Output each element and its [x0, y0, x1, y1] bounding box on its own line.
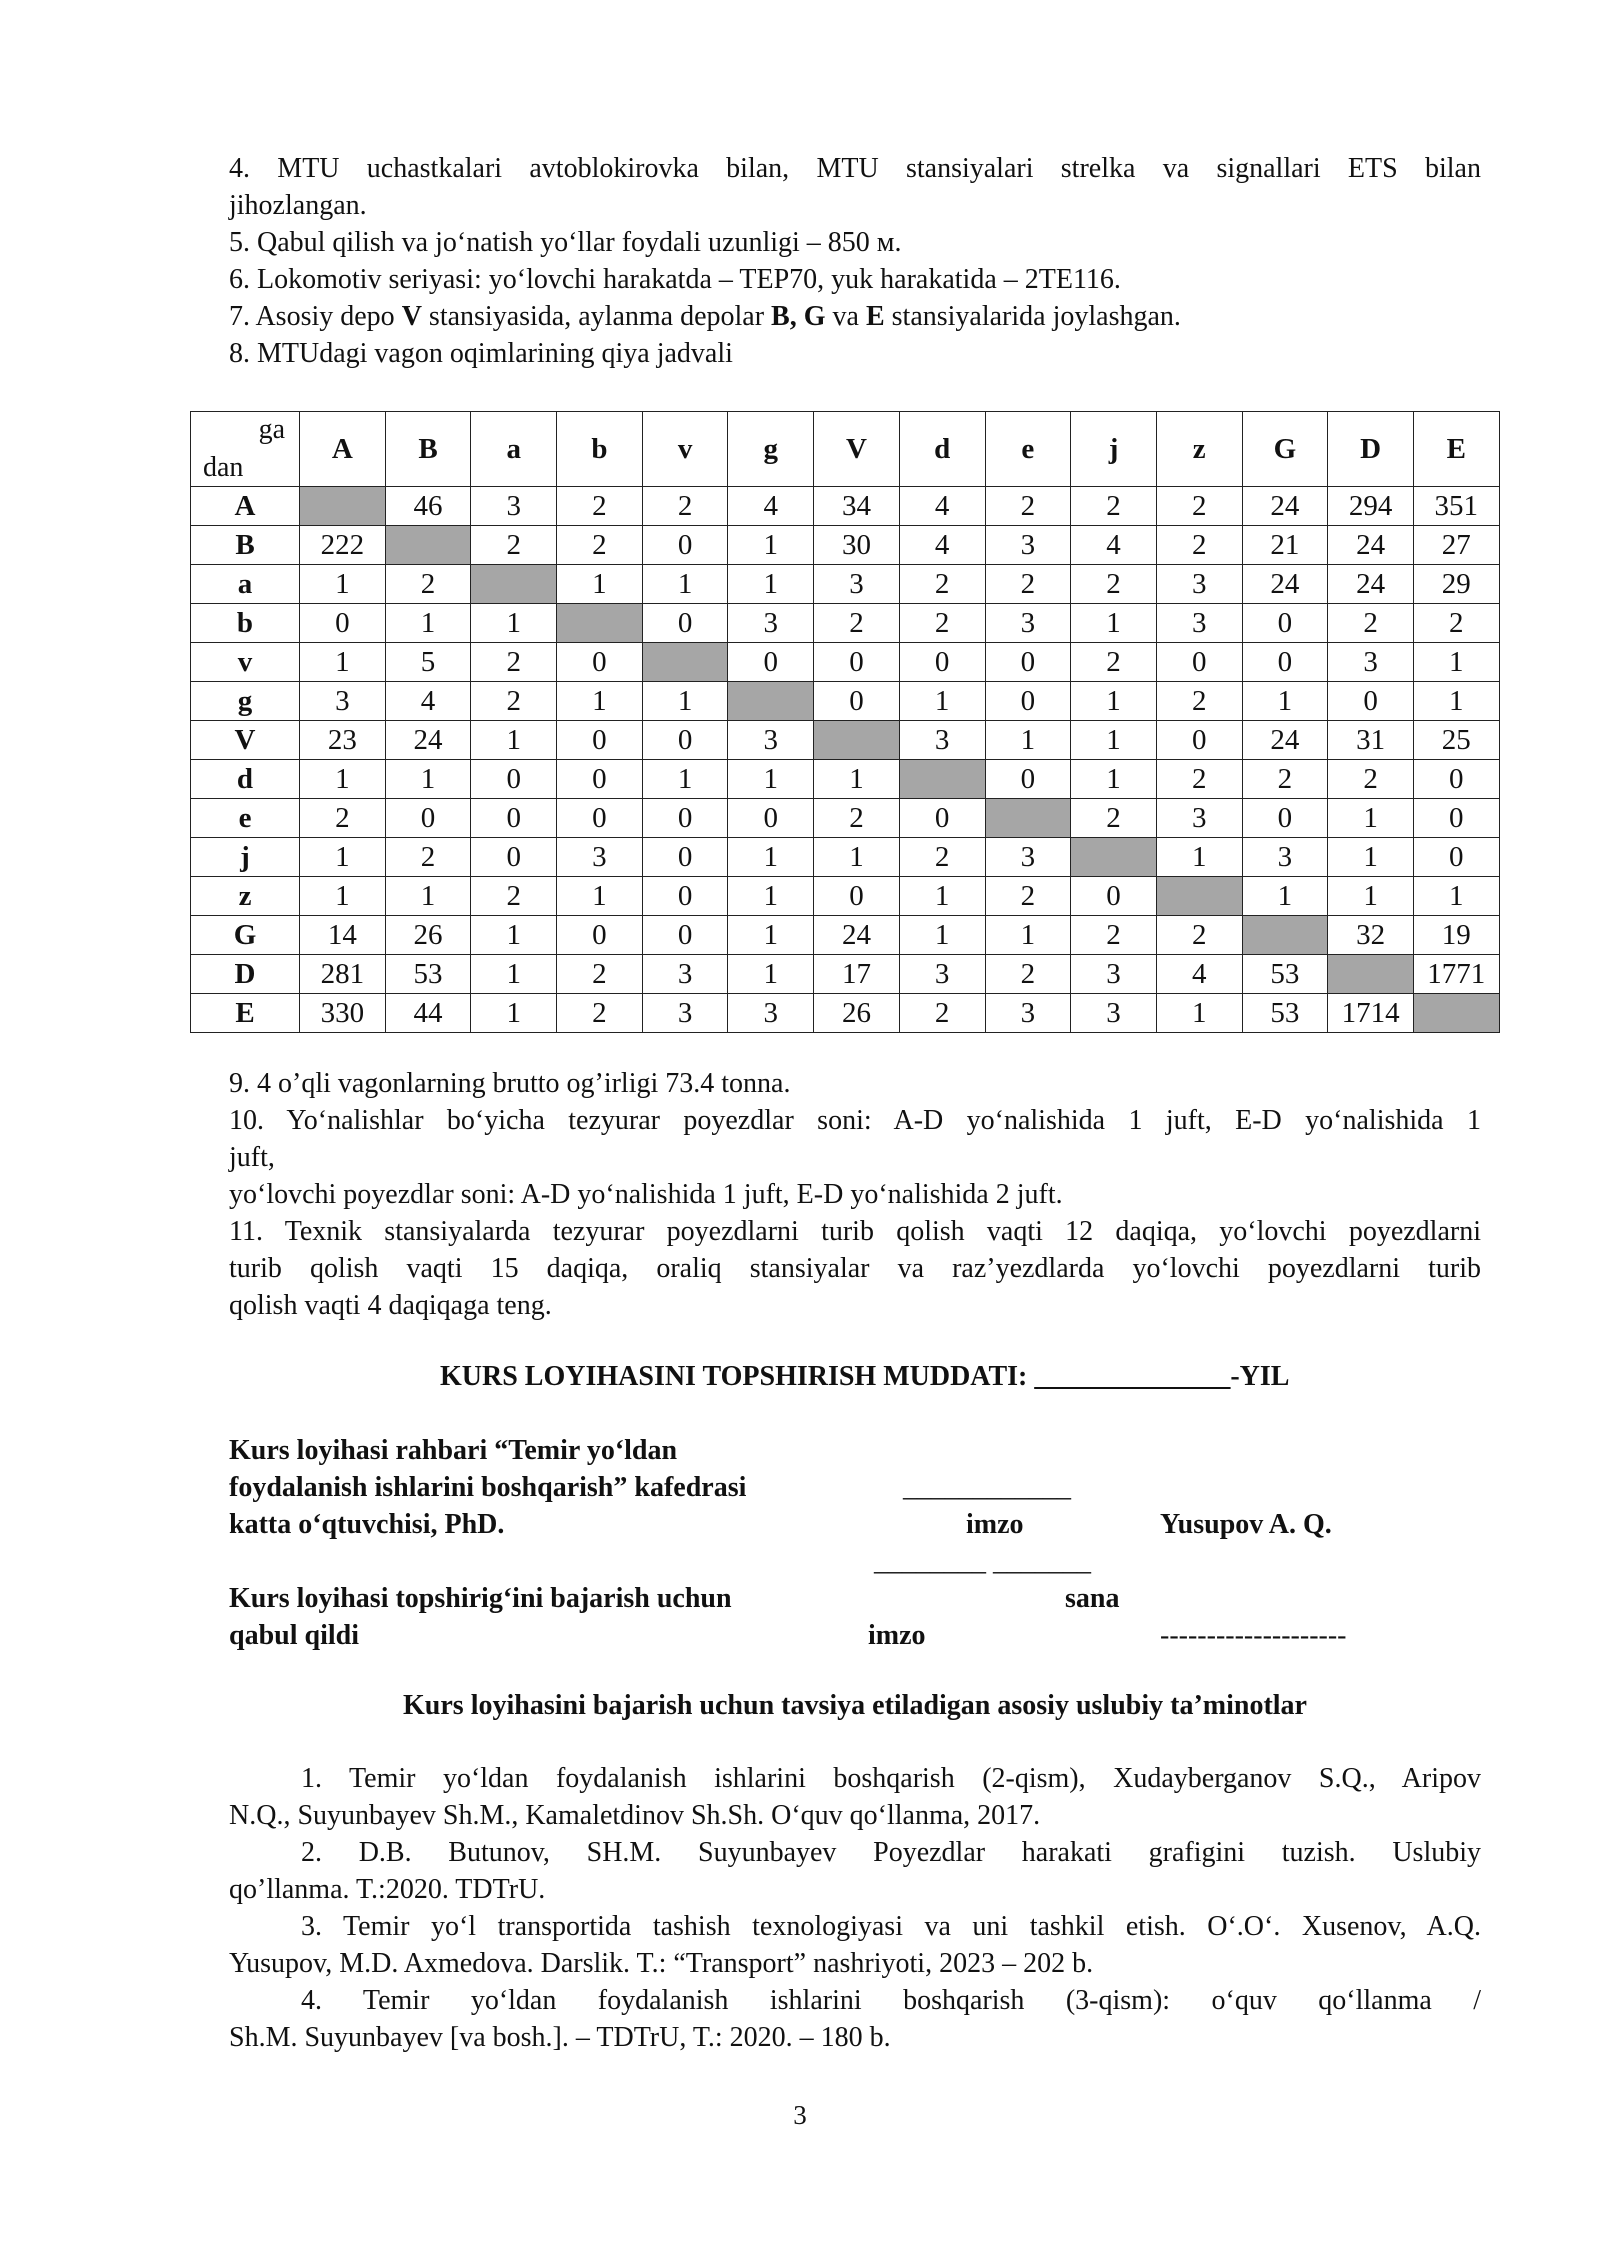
table-cell: 1 — [471, 604, 557, 643]
reference-1-line-1: 1. Temir yo‘ldan foydalanish ishlarini boshqarish (2-qism), Xudayberganov S.Q., Aripov — [301, 1763, 1481, 1794]
diagonal-cell — [557, 604, 643, 643]
reference-item-3 — [229, 1908, 1481, 1982]
table-cell: 24 — [1328, 526, 1414, 565]
table-row — [191, 526, 1500, 565]
table-cell: 3 — [985, 604, 1071, 643]
reference-2-line-2: qo’llanma. T.:2020. TDTrU. — [229, 1874, 546, 1905]
table-cell: 2 — [985, 487, 1071, 526]
diagonal-cell — [1071, 838, 1157, 877]
column-header: b — [557, 412, 643, 487]
deadline-line — [440, 1358, 1289, 1395]
table-cell: 24 — [1242, 487, 1328, 526]
supervisor-name: Yusupov A. Q. — [1160, 1509, 1332, 1540]
acceptance-date-label: sana — [1065, 1583, 1120, 1614]
table-row — [191, 955, 1500, 994]
table-cell: 1 — [557, 877, 643, 916]
table-cell: 2 — [557, 487, 643, 526]
table-cell: 24 — [814, 916, 900, 955]
table-cell: 1 — [985, 916, 1071, 955]
table-cell: 1 — [728, 955, 814, 994]
item-10-line-1: 10. Yo‘nalishlar bo‘yicha tezyurar poyezdlar soni: A-D yo‘nalishida 1 juft, E-D yo‘nalishida 1 — [229, 1105, 1481, 1136]
table-cell: 3 — [985, 526, 1071, 565]
diagonal-cell — [471, 565, 557, 604]
table-cell: 53 — [385, 955, 471, 994]
table-cell: 26 — [814, 994, 900, 1033]
table-cell: 0 — [471, 760, 557, 799]
table-cell: 17 — [814, 955, 900, 994]
table-cell: 3 — [300, 682, 386, 721]
table-cell: 21 — [1242, 526, 1328, 565]
column-header: e — [985, 412, 1071, 487]
table-cell: 2 — [985, 955, 1071, 994]
table-cell: 0 — [1413, 799, 1499, 838]
row-header: d — [191, 760, 300, 799]
supervisor-signature-label: imzo — [966, 1509, 1024, 1540]
item-6: 6. Lokomotiv seriyasi: yo‘lovchi harakatda – TEP70, yuk harakatida – 2TE116. — [229, 264, 1121, 295]
row-header: z — [191, 877, 300, 916]
table-cell: 0 — [1242, 604, 1328, 643]
table-cell: 19 — [1413, 916, 1499, 955]
table-cell: 0 — [557, 643, 643, 682]
reference-item-1 — [229, 1760, 1481, 1834]
table-row — [191, 994, 1500, 1033]
table-row — [191, 643, 1500, 682]
item-11-line-2: turib qolish vaqti 15 daqiqa, oraliq stansiyalar va raz’yezdlarda yo‘lovchi poyezdlarni turib — [229, 1253, 1481, 1284]
table-cell: 0 — [899, 799, 985, 838]
table-row — [191, 916, 1500, 955]
table-cell: 1 — [1242, 877, 1328, 916]
table-cell: 3 — [557, 838, 643, 877]
table-cell: 330 — [300, 994, 386, 1033]
table-cell: 1 — [728, 526, 814, 565]
item-5: 5. Qabul qilish va jo‘natish yo‘llar foydali uzunligi – 850 м. — [229, 227, 902, 258]
table-cell: 2 — [471, 526, 557, 565]
table-cell: 1 — [300, 760, 386, 799]
table-cell: 1 — [300, 838, 386, 877]
table-cell: 0 — [385, 799, 471, 838]
table-cell: 3 — [642, 994, 728, 1033]
table-cell: 0 — [557, 799, 643, 838]
item-7-text-d: stansiyalarida joylashgan. — [884, 301, 1181, 332]
table-cell: 1 — [1156, 838, 1242, 877]
table-cell: 0 — [814, 877, 900, 916]
table-cell: 24 — [1242, 565, 1328, 604]
table-cell: 0 — [642, 877, 728, 916]
table-cell: 1 — [1413, 877, 1499, 916]
table-cell: 2 — [385, 565, 471, 604]
column-header: G — [1242, 412, 1328, 487]
table-cell: 1 — [1242, 682, 1328, 721]
table-cell: 2 — [1328, 760, 1414, 799]
column-header: D — [1328, 412, 1414, 487]
table-cell: 2 — [985, 877, 1071, 916]
acceptance-line-2: qabul qildi — [229, 1620, 359, 1651]
column-header: j — [1071, 412, 1157, 487]
table-cell: 2 — [985, 565, 1071, 604]
table-cell: 3 — [1071, 955, 1157, 994]
column-header: v — [642, 412, 728, 487]
table-cell: 1 — [899, 916, 985, 955]
table-cell: 0 — [642, 526, 728, 565]
table-cell: 1 — [385, 877, 471, 916]
table-cell: 2 — [642, 487, 728, 526]
column-header: z — [1156, 412, 1242, 487]
reference-1-line-2: N.Q., Suyunbayev Sh.M., Kamaletdinov Sh.Sh. O‘quv qo‘llanma, 2017. — [229, 1800, 1041, 1831]
table-cell: 31 — [1328, 721, 1414, 760]
table-cell: 2 — [300, 799, 386, 838]
row-header: a — [191, 565, 300, 604]
reference-item-4 — [229, 1982, 1481, 2056]
table-cell: 2 — [1071, 565, 1157, 604]
acceptance-date-blank: ________ _______ — [874, 1546, 1091, 1577]
table-cell: 2 — [1156, 526, 1242, 565]
table-cell: 0 — [985, 682, 1071, 721]
table-cell: 1 — [814, 838, 900, 877]
table-cell: 0 — [1242, 643, 1328, 682]
item-7-text-c: va — [825, 301, 866, 332]
row-header: V — [191, 721, 300, 760]
table-cell: 25 — [1413, 721, 1499, 760]
table-cell: 0 — [1413, 760, 1499, 799]
table-cell: 4 — [385, 682, 471, 721]
table-cell: 0 — [814, 682, 900, 721]
table-cell: 2 — [1156, 682, 1242, 721]
table-cell: 2 — [899, 838, 985, 877]
table-row — [191, 604, 1500, 643]
table-cell: 3 — [1156, 799, 1242, 838]
table-body — [191, 487, 1500, 1033]
table-cell: 0 — [1156, 721, 1242, 760]
supervisor-line-3: katta o‘qtuvchisi, PhD. — [229, 1509, 505, 1540]
item-11-line-3: qolish vaqti 4 daqiqaga teng. — [229, 1290, 552, 1321]
table-cell: 0 — [471, 799, 557, 838]
table-cell: 3 — [985, 838, 1071, 877]
table-cell: 1 — [471, 916, 557, 955]
table-cell: 3 — [728, 994, 814, 1033]
row-header: v — [191, 643, 300, 682]
table-cell: 1 — [471, 721, 557, 760]
table-cell: 3 — [1328, 643, 1414, 682]
table-cell: 3 — [985, 994, 1071, 1033]
row-header: j — [191, 838, 300, 877]
row-header: G — [191, 916, 300, 955]
table-cell: 2 — [1413, 604, 1499, 643]
table-cell: 2 — [557, 994, 643, 1033]
row-header: g — [191, 682, 300, 721]
table-cell: 1 — [1328, 877, 1414, 916]
table-cell: 3 — [471, 487, 557, 526]
table-cell: 24 — [1242, 721, 1328, 760]
table-cell: 1 — [557, 565, 643, 604]
row-header: B — [191, 526, 300, 565]
table-cell: 3 — [814, 565, 900, 604]
table-cell: 1 — [642, 565, 728, 604]
supervisor-line-1: Kurs loyihasi rahbari “Temir yo‘ldan — [229, 1435, 678, 1466]
table-cell: 2 — [1156, 760, 1242, 799]
wagon-flow-table — [190, 411, 1500, 1033]
table-row — [191, 799, 1500, 838]
table-cell: 0 — [985, 760, 1071, 799]
diagonal-cell — [1328, 955, 1414, 994]
supervisor-signature-blank: ____________ — [903, 1472, 1071, 1503]
table-cell: 1 — [471, 994, 557, 1033]
table-cell: 0 — [1328, 682, 1414, 721]
table-cell: 2 — [1156, 487, 1242, 526]
table-cell: 1 — [642, 682, 728, 721]
references-title: Kurs loyihasini bajarish uchun tavsiya etiladigan asosiy uslubiy ta’minotlar — [403, 1690, 1307, 1721]
table-cell: 1 — [1328, 838, 1414, 877]
table-cell: 24 — [1328, 565, 1414, 604]
reference-2-line-1: 2. D.B. Butunov, SH.M. Suyunbayev Poyezdlar harakati grafigini tuzish. Uslubiy — [301, 1837, 1481, 1868]
table-cell: 2 — [557, 526, 643, 565]
table-cell: 2 — [1071, 643, 1157, 682]
reference-4-line-1: 4. Temir yo‘ldan foydalanish ishlarini boshqarish (3-qism): o‘quv qo‘llanma / — [301, 1985, 1481, 2016]
diagonal-cell — [300, 487, 386, 526]
acceptance-dashes: -------------------- — [1160, 1620, 1347, 1651]
table-row — [191, 682, 1500, 721]
table-cell: 3 — [728, 721, 814, 760]
table-cell: 1 — [1071, 682, 1157, 721]
table-cell: 44 — [385, 994, 471, 1033]
row-header: A — [191, 487, 300, 526]
table-cell: 0 — [728, 799, 814, 838]
table-cell: 0 — [557, 760, 643, 799]
table-cell: 0 — [642, 721, 728, 760]
table-cell: 2 — [899, 565, 985, 604]
table-cell: 0 — [557, 916, 643, 955]
row-header: D — [191, 955, 300, 994]
table-cell: 2 — [814, 604, 900, 643]
item-11-line-1: 11. Texnik stansiyalarda tezyurar poyezdlarni turib qolish vaqti 12 daqiqa, yo‘lovchi poyezdlarni — [229, 1216, 1481, 1247]
table-cell: 3 — [1156, 604, 1242, 643]
table-cell: 0 — [1242, 799, 1328, 838]
table-cell: 3 — [1156, 565, 1242, 604]
table-cell: 1714 — [1328, 994, 1414, 1033]
table-row — [191, 487, 1500, 526]
table-cell: 1 — [300, 643, 386, 682]
supervisor-line-2: foydalanish ishlarini boshqarish” kafedrasi — [229, 1472, 747, 1503]
item-4-line-2: jihozlangan. — [229, 190, 367, 221]
table-cell: 1 — [471, 955, 557, 994]
table-cell: 53 — [1242, 994, 1328, 1033]
table-cell: 294 — [1328, 487, 1414, 526]
column-header: V — [814, 412, 900, 487]
table-cell: 53 — [1242, 955, 1328, 994]
row-header: b — [191, 604, 300, 643]
table-cell: 1 — [728, 877, 814, 916]
table-cell: 2 — [1242, 760, 1328, 799]
column-header: A — [300, 412, 386, 487]
table-cell: 1 — [728, 760, 814, 799]
table-cell: 3 — [728, 604, 814, 643]
table-cell: 0 — [642, 838, 728, 877]
table-cell: 2 — [1071, 799, 1157, 838]
diagonal-cell — [985, 799, 1071, 838]
table-cell: 1 — [300, 565, 386, 604]
column-header: B — [385, 412, 471, 487]
table-cell: 29 — [1413, 565, 1499, 604]
item-7-bold-depots: B, G — [771, 301, 826, 332]
row-header: e — [191, 799, 300, 838]
table-cell: 0 — [728, 643, 814, 682]
table-cell: 0 — [642, 799, 728, 838]
table-cell: 0 — [814, 643, 900, 682]
table-cell: 1 — [814, 760, 900, 799]
table-cell: 3 — [642, 955, 728, 994]
table-cell: 34 — [814, 487, 900, 526]
column-header: g — [728, 412, 814, 487]
column-header: d — [899, 412, 985, 487]
item-9: 9. 4 o’qli vagonlarning brutto og’irligi 73.4 tonna. — [229, 1068, 791, 1099]
table-cell: 1771 — [1413, 955, 1499, 994]
table-cell: 1 — [1328, 799, 1414, 838]
table-cell: 1 — [728, 916, 814, 955]
table-cell: 1 — [899, 682, 985, 721]
table-cell: 3 — [899, 721, 985, 760]
table-cell: 4 — [899, 526, 985, 565]
table-cell: 1 — [1071, 721, 1157, 760]
table-row — [191, 565, 1500, 604]
table-cell: 0 — [471, 838, 557, 877]
item-7-bold-depot-e: E — [865, 301, 885, 332]
table-cell: 4 — [1156, 955, 1242, 994]
table-cell: 2 — [1156, 916, 1242, 955]
item-4-line-1: 4. MTU uchastkalari avtoblokirovka bilan, MTU stansiyalari strelka va signallari ETS bilan — [229, 153, 1481, 184]
table-cell: 0 — [557, 721, 643, 760]
item-7 — [229, 298, 1481, 335]
diagonal-cell — [899, 760, 985, 799]
table-cell: 0 — [642, 604, 728, 643]
table-cell: 30 — [814, 526, 900, 565]
table-cell: 1 — [300, 877, 386, 916]
row-header: E — [191, 994, 300, 1033]
table-cell: 2 — [1071, 916, 1157, 955]
item-8: 8. MTUdagi vagon oqimlarining qiya jadvali — [229, 338, 733, 369]
table-cell: 5 — [385, 643, 471, 682]
table-cell: 26 — [385, 916, 471, 955]
table-cell: 3 — [899, 955, 985, 994]
item-7-bold-main-depot: V — [401, 301, 422, 332]
table-cell: 0 — [300, 604, 386, 643]
table-header-row — [191, 412, 1500, 487]
table-cell: 0 — [642, 916, 728, 955]
table-cell: 2 — [899, 604, 985, 643]
table-cell: 0 — [899, 643, 985, 682]
reference-item-2 — [229, 1834, 1481, 1908]
table-cell: 2 — [557, 955, 643, 994]
table-cell: 0 — [985, 643, 1071, 682]
table-cell: 0 — [1156, 643, 1242, 682]
table-cell: 3 — [1071, 994, 1157, 1033]
table-cell: 4 — [899, 487, 985, 526]
table-cell: 2 — [1328, 604, 1414, 643]
table-row — [191, 721, 1500, 760]
table-cell: 1 — [557, 682, 643, 721]
reference-3-line-1: 3. Temir yo‘l transportida tashish texnologiyasi va uni tashkil etish. O‘.O‘. Xusenov, A.Q. — [301, 1911, 1481, 1942]
diagonal-cell — [728, 682, 814, 721]
acceptance-signature-label: imzo — [868, 1620, 926, 1651]
reference-4-line-2: Sh.M. Suyunbayev [va bosh.]. – TDTrU, T.: 2020. – 180 b. — [229, 2022, 891, 2053]
table-cell: 1 — [385, 760, 471, 799]
item-10-line-3: yo‘lovchi poyezdlar soni: A-D yo‘nalishida 1 juft, E-D yo‘nalishida 2 juft. — [229, 1179, 1063, 1210]
table-cell: 46 — [385, 487, 471, 526]
table-cell: 2 — [814, 799, 900, 838]
table-cell: 351 — [1413, 487, 1499, 526]
page-number: 3 — [793, 2100, 807, 2130]
corner-to-label: ga — [258, 414, 285, 445]
table-cell: 32 — [1328, 916, 1414, 955]
table-cell: 0 — [1413, 838, 1499, 877]
table-cell: 2 — [471, 682, 557, 721]
item-10-line-2: juft, — [229, 1142, 275, 1173]
table-cell: 1 — [642, 760, 728, 799]
table-cell: 2 — [471, 643, 557, 682]
table-cell: 2 — [471, 877, 557, 916]
corner-from-label: dan — [203, 452, 244, 483]
table-row — [191, 877, 1500, 916]
table-cell: 27 — [1413, 526, 1499, 565]
deadline-blank: ______________ — [1034, 1361, 1231, 1392]
diagonal-cell — [1242, 916, 1328, 955]
table-corner-cell — [191, 412, 300, 487]
table-cell: 24 — [385, 721, 471, 760]
table-cell: 2 — [385, 838, 471, 877]
table-row — [191, 760, 1500, 799]
table-cell: 1 — [899, 877, 985, 916]
table-cell: 1 — [1156, 994, 1242, 1033]
table-cell: 281 — [300, 955, 386, 994]
table-cell: 1 — [1413, 643, 1499, 682]
diagonal-cell — [1413, 994, 1499, 1033]
diagonal-cell — [385, 526, 471, 565]
table-cell: 23 — [300, 721, 386, 760]
table-cell: 4 — [1071, 526, 1157, 565]
acceptance-line-1: Kurs loyihasi topshirig‘ini bajarish uchun — [229, 1583, 732, 1614]
table-cell: 1 — [385, 604, 471, 643]
diagonal-cell — [1156, 877, 1242, 916]
reference-3-line-2: Yusupov, M.D. Axmedova. Darslik. T.: “Transport” nashriyoti, 2023 – 202 b. — [229, 1948, 1094, 1979]
table-cell: 222 — [300, 526, 386, 565]
table-cell: 1 — [985, 721, 1071, 760]
diagonal-cell — [814, 721, 900, 760]
table-cell: 1 — [1071, 760, 1157, 799]
table-cell: 14 — [300, 916, 386, 955]
table-cell: 1 — [1413, 682, 1499, 721]
diagonal-cell — [642, 643, 728, 682]
table-cell: 2 — [1071, 487, 1157, 526]
table-cell: 1 — [728, 565, 814, 604]
table-cell: 1 — [1071, 604, 1157, 643]
deadline-label: KURS LOYIHASINI TOPSHIRISH MUDDATI: — [440, 1361, 1035, 1392]
item-7-text-b: stansiyasida, aylanma depolar — [421, 301, 772, 332]
column-header: a — [471, 412, 557, 487]
column-header: E — [1413, 412, 1499, 487]
table-cell: 1 — [728, 838, 814, 877]
table-cell: 3 — [1242, 838, 1328, 877]
deadline-suffix: -YIL — [1230, 1361, 1290, 1392]
table-cell: 4 — [728, 487, 814, 526]
table-cell: 0 — [1071, 877, 1157, 916]
table-row — [191, 838, 1500, 877]
table-cell: 2 — [899, 994, 985, 1033]
item-7-text-a: 7. Asosiy depo — [229, 301, 402, 332]
